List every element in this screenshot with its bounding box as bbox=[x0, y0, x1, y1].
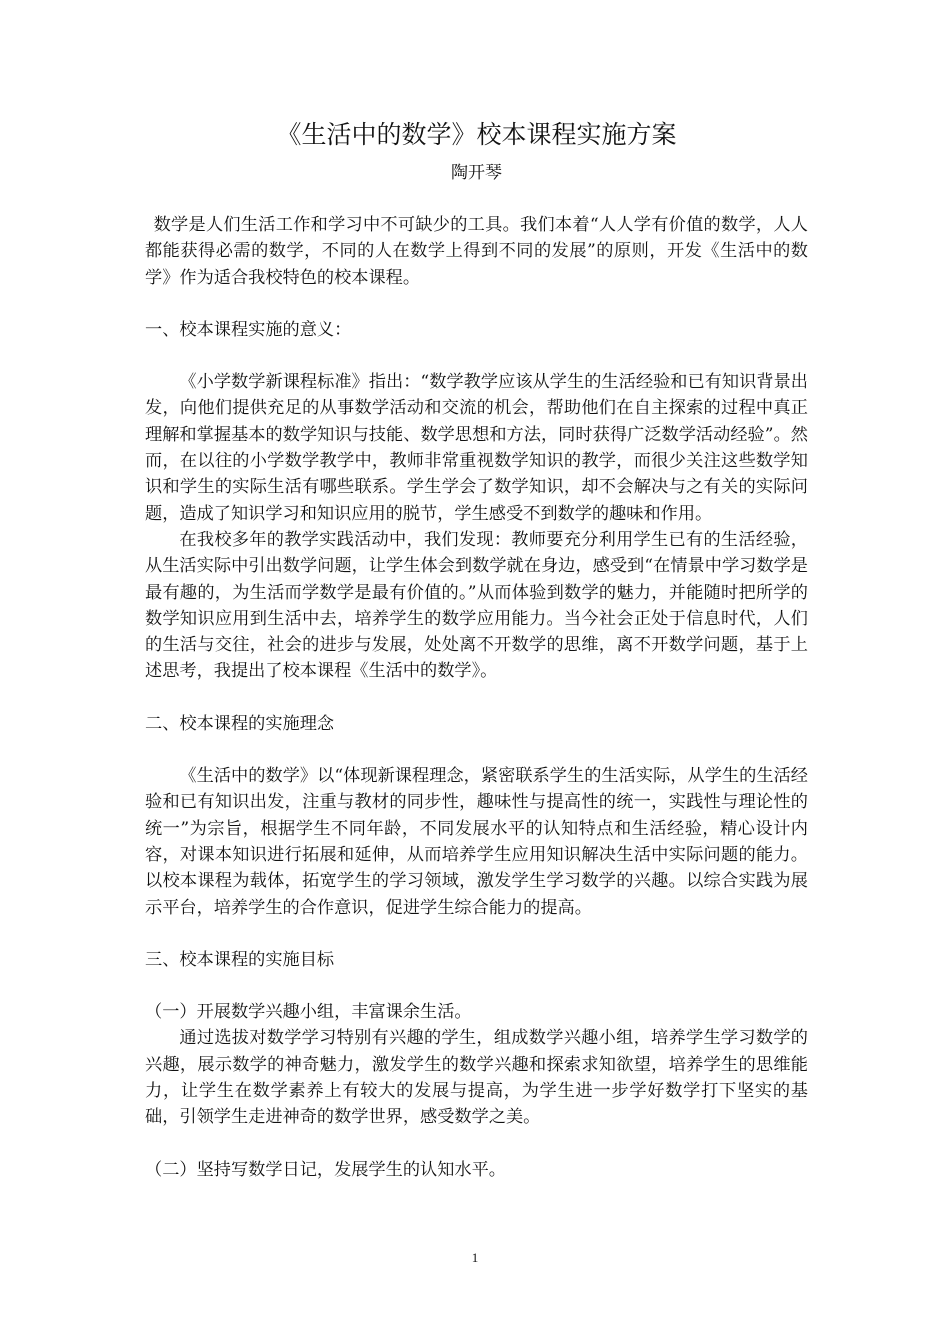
intro-paragraph: 数学是人们生活工作和学习中不可缺少的工具。我们本着“人人学有价值的数学，人人都能获得必需的数学，不同的人在数学上得到不同的发展”的原则，开发《生活中的数学》作为适合我校特色的校本课程。 bbox=[145, 215, 808, 288]
subsection-heading-2: （二）坚持写数学日记，发展学生的认知水平。 bbox=[145, 1159, 506, 1180]
subsection-heading-1: （一）开展数学兴趣小组，丰富课余生活。 bbox=[145, 1002, 472, 1023]
document-body bbox=[145, 118, 808, 1183]
section-2-paragraph-1: 《生活中的数学》以“体现新课程理念，紧密联系学生的生活实际，从学生的生活经验和已有知识出发，注重与教材的同步性，趣味性与提高性的统一，实践性与理论性的统一”为宗旨，根据学生不同年龄，不同发展水平的认知特点和生活经验，精心设计内容，对课本知识进行拓展和延伸，从而培养学生应用知识解决生活中实际问题的能力。以校本课程为载体，拓宽学生的学习领域，激发学生学习数学的兴趣。以综合实践为展示平台，培养学生的合作意识，促进学生综合能力的提高。 bbox=[145, 766, 808, 918]
document-author: 陶开琴 bbox=[451, 163, 502, 183]
subsection-1-paragraph: 通过选拔对数学学习特别有兴趣的学生，组成数学兴趣小组，培养学生学习数学的兴趣，展示数学的神奇魅力，激发学生的数学兴趣和探索求知欲望，培养学生的思维能力，让学生在数学素养上有较大的发展与提高，为学生进一步学好数学打下坚实的基础，引领学生走进神奇的数学世界，感受数学之美。 bbox=[145, 1028, 808, 1128]
section-heading-3: 三、校本课程的实施目标 bbox=[145, 949, 335, 970]
section-heading-1: 一、校本课程实施的意义： bbox=[145, 319, 352, 340]
page-number: 1 bbox=[471, 1250, 479, 1265]
document-title: 《生活中的数学》校本课程实施方案 bbox=[276, 120, 677, 149]
section-heading-2: 二、校本课程的实施理念 bbox=[145, 713, 335, 734]
section-1-paragraph-2: 在我校多年的教学实践活动中，我们发现：教师要充分利用学生已有的生活经验，从生活实际中引出数学问题，让学生体会到数学就在身边，感受到“在情景中学习数学是最有趣的，为生活而学数学是最有价值的。”从而体验到数学的魅力，并能随时把所学的数学知识应用到生活中去，培养学生的数学应用能力。当今社会正处于信息时代，人们的生活与交往，社会的进步与发展，处处离不开数学的思维，离不开数学问题，基于上述思考，我提出了校本课程《生活中的数学》。 bbox=[145, 529, 808, 682]
section-1-paragraph-1: 《小学数学新课程标准》指出：“数学教学应该从学生的生活经验和已有知识背景出发，向他们提供充足的从事数学活动和交流的机会，帮助他们在自主探索的过程中真正理解和掌握基本的数学知识与技能、数学思想和方法，同时获得广泛数学活动经验”。然而，在以往的小学数学教学中，教师非常重视数学知识的教学，而很少关注这些数学知识和学生的实际生活有哪些联系。学生学会了数学知识，却不会解决与之有关的实际问题，造成了知识学习和知识应用的脱节，学生感受不到数学的趣味和作用。 bbox=[145, 372, 808, 524]
